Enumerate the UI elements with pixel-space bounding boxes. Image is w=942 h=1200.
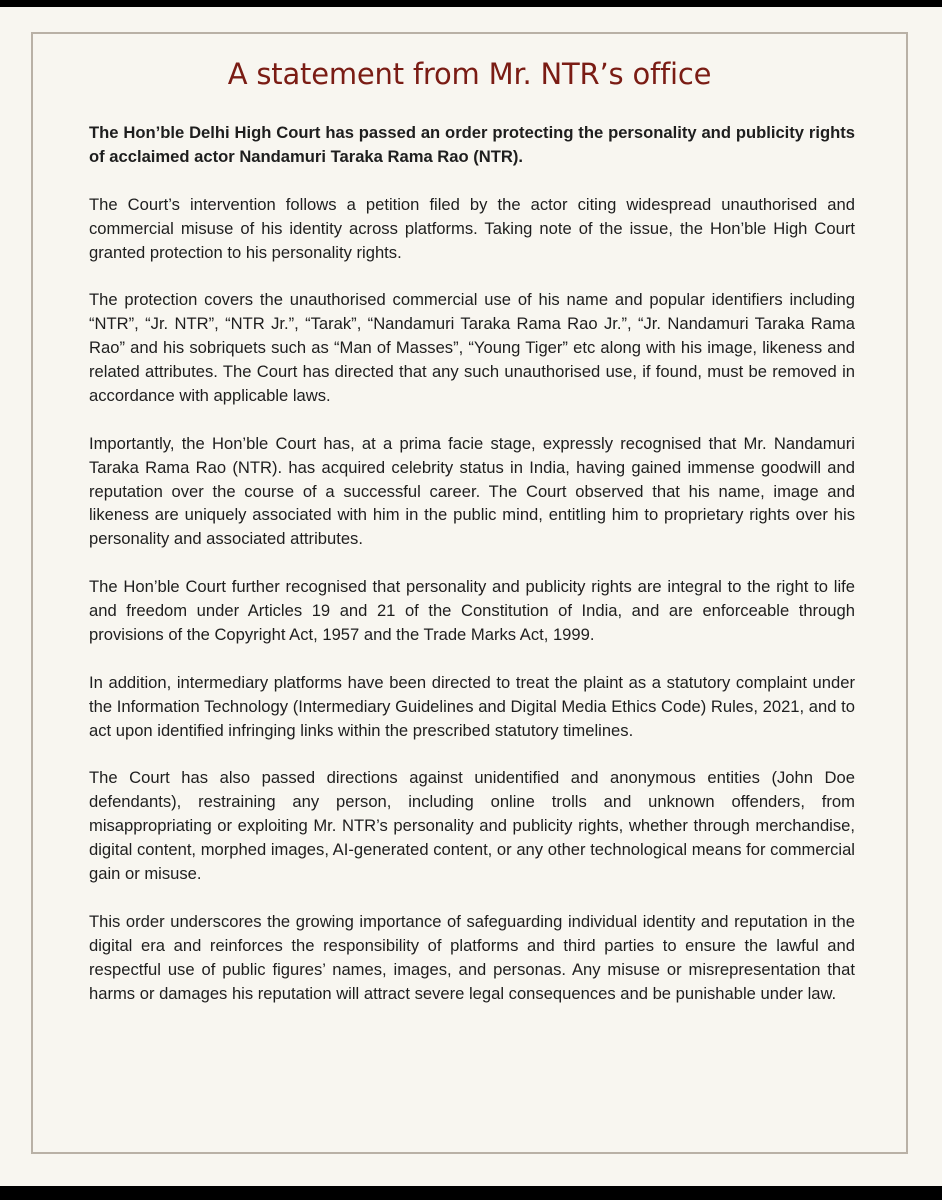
- statement-title: A statement from Mr. NTR’s office: [227, 57, 712, 91]
- paragraph-conclusion: This order underscores the growing importance of safeguarding individual identity and reputation in the digital era and reinforces the responsibility of platforms and third parties to ensure the lawful and respectful use of public figures’ names, images, and personas. Any misuse or misrepresentation that harms or damages his reputation will attract severe legal consequences and be punishable under law.: [89, 911, 855, 1003]
- paragraph-court-order: The Hon’ble Delhi High Court has passed an order protecting the personality and publicity rights of acclaimed actor Nandamuri Taraka Rama Rao (NTR).: [89, 123, 855, 166]
- paragraph-petition: The Court’s intervention follows a petition filed by the actor citing widespread unauthorised and commercial misuse of his identity across platforms. Taking note of the issue, the Hon’ble High Court granted protection to his personality rights.: [89, 194, 855, 262]
- paragraph-constitutional-rights: The Hon’ble Court further recognised that personality and publicity rights are integral to the right to life and freedom under Articles 19 and 21 of the Constitution of India, and are enforceable through provisions of the Copyright Act, 1957 and the Trade Marks Act, 1999.: [89, 577, 855, 644]
- paragraph-protection-scope: The protection covers the unauthorised commercial use of his name and popular identifiers including “NTR”, “Jr. NTR”, “NTR Jr.”, “Tarak”, “Nandamuri Taraka Rama Rao Jr.”, “Jr. Nandamuri Taraka Rama Rao” and his sobriquets such as “Man of Masses”, “Young Tiger” etc along with his image, likeness and related attributes. The Court has directed that any such unauthorised use, if found, must be removed in accordance with applicable laws.: [89, 290, 855, 405]
- top-edge-bar: [0, 0, 942, 7]
- paragraph-intermediary-platforms: In addition, intermediary platforms have been directed to treat the plaint as a statutory complaint under the Information Technology (Intermediary Guidelines and Digital Media Ethics Code) Rules, 2021, and to act upon identified infringing links within the prescribed statutory timelines.: [89, 672, 855, 740]
- paragraph-john-doe: The Court has also passed directions against unidentified and anonymous entities (John Doe defendants), restraining any person, including online trolls and unknown offenders, from misappropriating or exploiting Mr. NTR’s personality and publicity rights, whether through merchandise, digital content, morphed images, AI-generated content, or any other technological means for commercial gain or misuse.: [89, 768, 855, 883]
- bottom-edge-bar: [0, 1186, 942, 1200]
- paragraph-celebrity-status: Importantly, the Hon’ble Court has, at a prima facie stage, expressly recognised that Mr. Nandamuri Taraka Rama Rao (NTR). has acquired celebrity status in India, having gained immense goodwill and reputation over the course of a successful career. The Court observed that his name, image and likeness are uniquely associated with him in the public mind, entitling him to proprietary rights over his personality and associated attributes.: [89, 433, 855, 549]
- statement-body: [89, 121, 855, 1029]
